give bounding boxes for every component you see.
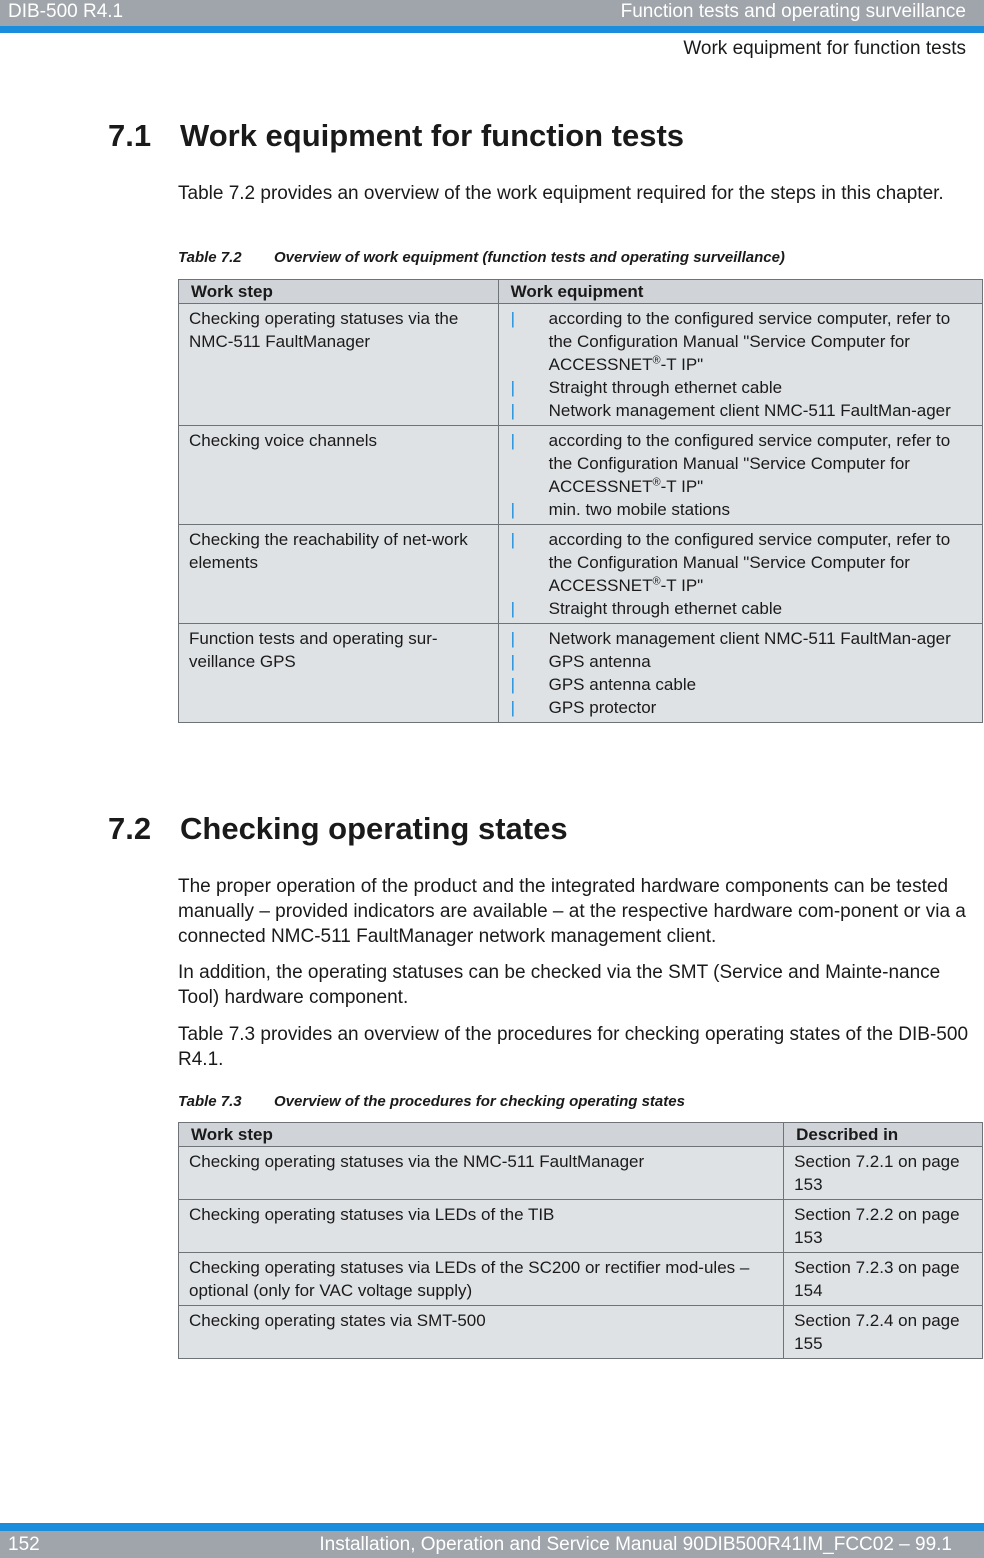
work-equipment-table [178, 279, 983, 723]
page-number: 152 [8, 1534, 40, 1555]
section-7-2-paragraph-2: In addition, the operating statuses can be checked via the SMT (Service and Mainte-nance Tool) hardware component. [178, 962, 941, 1008]
table-7-2-caption [178, 249, 785, 266]
col-header-described-in: Described in [784, 1123, 983, 1147]
bullet-bar-icon: | [510, 378, 516, 397]
table-row [179, 1253, 983, 1306]
footer-accent-rule [0, 1523, 984, 1531]
registered-mark: ® [652, 476, 661, 489]
registered-mark: ® [652, 354, 661, 367]
list-item-text: GPS protector [548, 698, 657, 717]
cell-work-step: Checking operating statuses via LEDs of the SC200 or rectifier mod-ules – optional (only for VAC voltage supply) [179, 1253, 784, 1306]
list-item-text: Straight through ethernet cable [548, 599, 783, 618]
procedures-table [178, 1122, 983, 1359]
section-title: Checking operating states [180, 811, 568, 846]
cell-reference-link[interactable]: Section 7.2.1 on page 153 [784, 1147, 983, 1200]
list-item-text: GPS antenna cable [548, 675, 697, 694]
list-item-text: Network management client NMC-511 FaultMan-ager [548, 629, 951, 648]
cell-work-equipment [498, 426, 982, 525]
section-number: 7.1 [108, 118, 152, 153]
list-item [509, 429, 972, 498]
running-header [0, 0, 984, 26]
section-7-2-heading [108, 811, 568, 847]
list-item-text: Network management client NMC-511 FaultMan-ager [548, 401, 951, 420]
list-item-text: according to the configured service computer, refer to the Configuration Manual "Service Computer for ACCESSNET [548, 530, 951, 595]
cell-work-step: Checking operating states via SMT-500 [179, 1306, 784, 1359]
registered-mark: ® [652, 575, 661, 588]
list-item-text: GPS antenna [548, 652, 651, 671]
bullet-bar-icon: | [510, 599, 516, 618]
list-item [509, 696, 972, 719]
list-item-text-suffix: -T IP" [660, 355, 704, 374]
list-item [509, 307, 972, 376]
section-7-1-heading [108, 118, 684, 154]
list-item [509, 597, 972, 620]
section-7-2-paragraph-3: Table 7.3 provides an overview of the procedures for checking operating states of the DIB-500 R4.1. [178, 1024, 969, 1070]
list-item [509, 376, 972, 399]
cell-work-step: Checking the reachability of net-work elements [179, 525, 499, 624]
table-row [179, 304, 983, 426]
caption-number: Table 7.3 [178, 1093, 242, 1110]
table-7-3-caption [178, 1093, 685, 1110]
col-header-work-equipment: Work equipment [498, 280, 982, 304]
table-row [179, 1147, 983, 1200]
footer-manual-title: Installation, Operation and Service Manual 90DIB500R41IM_FCC02 – 99.1 [319, 1534, 952, 1555]
table-row [179, 1306, 983, 1359]
section-7-1-intro: Table 7.2 provides an overview of the work equipment required for the steps in this chapter. [178, 183, 944, 204]
bullet-bar-icon: | [510, 500, 516, 519]
header-section: Work equipment for function tests [683, 38, 966, 59]
list-item-text-suffix: -T IP" [660, 576, 704, 595]
list-item-text: min. two mobile stations [548, 500, 731, 519]
table-row [179, 1200, 983, 1253]
cell-work-step: Checking operating statuses via the NMC-511 FaultManager [179, 304, 499, 426]
section-number: 7.2 [108, 811, 152, 846]
cell-work-step: Checking operating statuses via LEDs of the TIB [179, 1200, 784, 1253]
list-item [509, 627, 972, 650]
header-accent-rule [0, 26, 984, 33]
header-chapter: Function tests and operating surveillance [620, 1, 966, 22]
list-item-text: according to the configured service computer, refer to the Configuration Manual "Service Computer for ACCESSNET [548, 431, 951, 496]
list-item [509, 650, 972, 673]
cell-reference-link[interactable]: Section 7.2.3 on page 154 [784, 1253, 983, 1306]
running-footer [0, 1531, 984, 1558]
section-7-2-paragraph-1: The proper operation of the product and the integrated hardware components can be tested manually – provided indicators are available – at the respective hardware com-ponent or via a connected NMC-511 FaultManager network management client. [178, 876, 966, 947]
cell-work-step: Function tests and operating sur-veillance GPS [179, 624, 499, 723]
col-header-work-step: Work step [179, 1123, 784, 1147]
table-row [179, 426, 983, 525]
table-header-row [179, 280, 983, 304]
bullet-bar-icon: | [510, 652, 516, 671]
list-item [509, 498, 972, 521]
table-row [179, 525, 983, 624]
table-row [179, 624, 983, 723]
cell-work-step: Checking operating statuses via the NMC-511 FaultManager [179, 1147, 784, 1200]
bullet-bar-icon: | [510, 675, 516, 694]
list-item-text: Straight through ethernet cable [548, 378, 783, 397]
cell-reference-link[interactable]: Section 7.2.2 on page 153 [784, 1200, 983, 1253]
cell-work-equipment [498, 525, 982, 624]
header-product: DIB-500 R4.1 [8, 1, 124, 22]
cell-work-step: Checking voice channels [179, 426, 499, 525]
list-item [509, 528, 972, 597]
list-item [509, 399, 972, 422]
bullet-bar-icon: | [510, 530, 516, 549]
caption-text: Overview of work equipment (function tests and operating surveillance) [274, 249, 785, 266]
bullet-bar-icon: | [510, 401, 516, 420]
caption-text: Overview of the procedures for checking operating states [274, 1093, 685, 1110]
bullet-bar-icon: | [510, 309, 516, 328]
caption-number: Table 7.2 [178, 249, 242, 266]
col-header-work-step: Work step [179, 280, 499, 304]
table-header-row [179, 1123, 983, 1147]
list-item-text: according to the configured service computer, refer to the Configuration Manual "Service Computer for ACCESSNET [548, 309, 951, 374]
cell-work-equipment [498, 624, 982, 723]
bullet-bar-icon: | [510, 431, 516, 450]
list-item-text-suffix: -T IP" [660, 477, 704, 496]
section-title: Work equipment for function tests [180, 118, 685, 153]
bullet-bar-icon: | [510, 629, 516, 648]
cell-work-equipment [498, 304, 982, 426]
list-item [509, 673, 972, 696]
cell-reference-link[interactable]: Section 7.2.4 on page 155 [784, 1306, 983, 1359]
bullet-bar-icon: | [510, 698, 516, 717]
